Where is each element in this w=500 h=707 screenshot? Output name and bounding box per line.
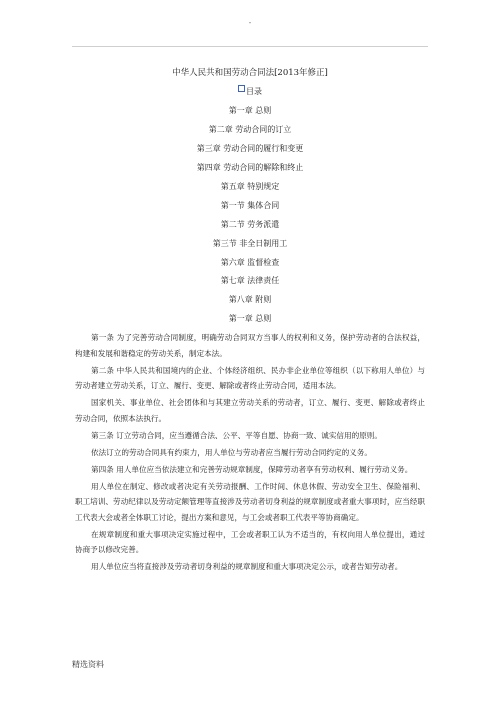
article-paragraph: 用人单位应当将直接涉及劳动者切身利益的规章制度和重大事项决定公示，或者告知劳动者。	[91, 562, 403, 572]
header-mark: -	[248, 18, 252, 27]
article-paragraph: 用人单位在制定、修改或者决定有关劳动报酬、工作时间、休息休假、劳动安全卫生、保险福利、职工培训、劳动纪律以及劳动定额管理等直接涉及劳动者切身利益的规章制度或者重大事项时，应当经职工代表大会或者全体职工讨论，提出方案和意见，与工会或者职工代表平等协商确定。	[75, 481, 425, 522]
table-of-contents	[75, 104, 425, 307]
document-title: 中华人民共和国劳动合同法[2013年修正]	[172, 68, 328, 78]
document-body	[75, 66, 425, 576]
toc-item-section-1[interactable]: 第一节 集体合同	[220, 200, 280, 210]
toc-item-chapter-5[interactable]: 第五章 特别规定	[220, 181, 280, 191]
toc-label: 目录	[246, 87, 262, 96]
toc-item-chapter-3[interactable]: 第三章 劳动合同的履行和变更	[196, 143, 304, 153]
article-paragraph: 第二条 中华人民共和国境内的企业、个体经济组织、民办非企业单位等组织（以下称用人单位）与劳动者建立劳动关系，订立、履行、变更、解除或者终止劳动合同，适用本法。	[75, 365, 425, 391]
footer-label: 精选资料	[72, 660, 104, 669]
toc-item-section-3[interactable]: 第三节 非全日制用工	[212, 238, 288, 248]
toc-item-chapter-2[interactable]: 第二章 劳动合同的订立	[208, 124, 292, 134]
article-paragraph: 第四条 用人单位应当依法建立和完善劳动规章制度，保障劳动者享有劳动权利、履行劳动义务。	[91, 464, 413, 474]
toc-item-chapter-6[interactable]: 第六章 监督检查	[220, 257, 280, 267]
toc-heading	[75, 85, 425, 99]
toc-link-icon[interactable]	[238, 85, 245, 92]
toc-item-chapter-8[interactable]: 第八章 附则	[228, 295, 272, 305]
header-rule	[72, 46, 428, 47]
article-paragraph: 在规章制度和重大事项决定实施过程中，工会或者职工认为不适当的，有权向用人单位提出，通过协商予以修改完善。	[75, 529, 425, 555]
article-paragraph: 第一条 为了完善劳动合同制度，明确劳动合同双方当事人的权利和义务，保护劳动者的合法权益，构建和发展和谐稳定的劳动关系，制定本法。	[75, 333, 425, 358]
article-paragraph: 国家机关、事业单位、社会团体和与其建立劳动关系的劳动者，订立、履行、变更、解除或者终止劳动合同，依照本法执行。	[75, 398, 425, 423]
article-paragraph: 依法订立的劳动合同具有约束力，用人单位与劳动者应当履行劳动合同约定的义务。	[91, 447, 372, 457]
toc-item-chapter-4[interactable]: 第四章 劳动合同的解除和终止	[196, 162, 304, 172]
section-heading: 第一章 总则	[228, 314, 272, 324]
toc-item-section-2[interactable]: 第二节 劳务派遣	[220, 219, 280, 229]
toc-item-chapter-1[interactable]: 第一章 总则	[228, 106, 272, 115]
article-paragraph: 第三条 订立劳动合同，应当遵循合法、公平、平等自愿、协商一致、诚实信用的原则。	[91, 430, 382, 440]
toc-item-chapter-7[interactable]: 第七章 法律责任	[220, 276, 280, 286]
